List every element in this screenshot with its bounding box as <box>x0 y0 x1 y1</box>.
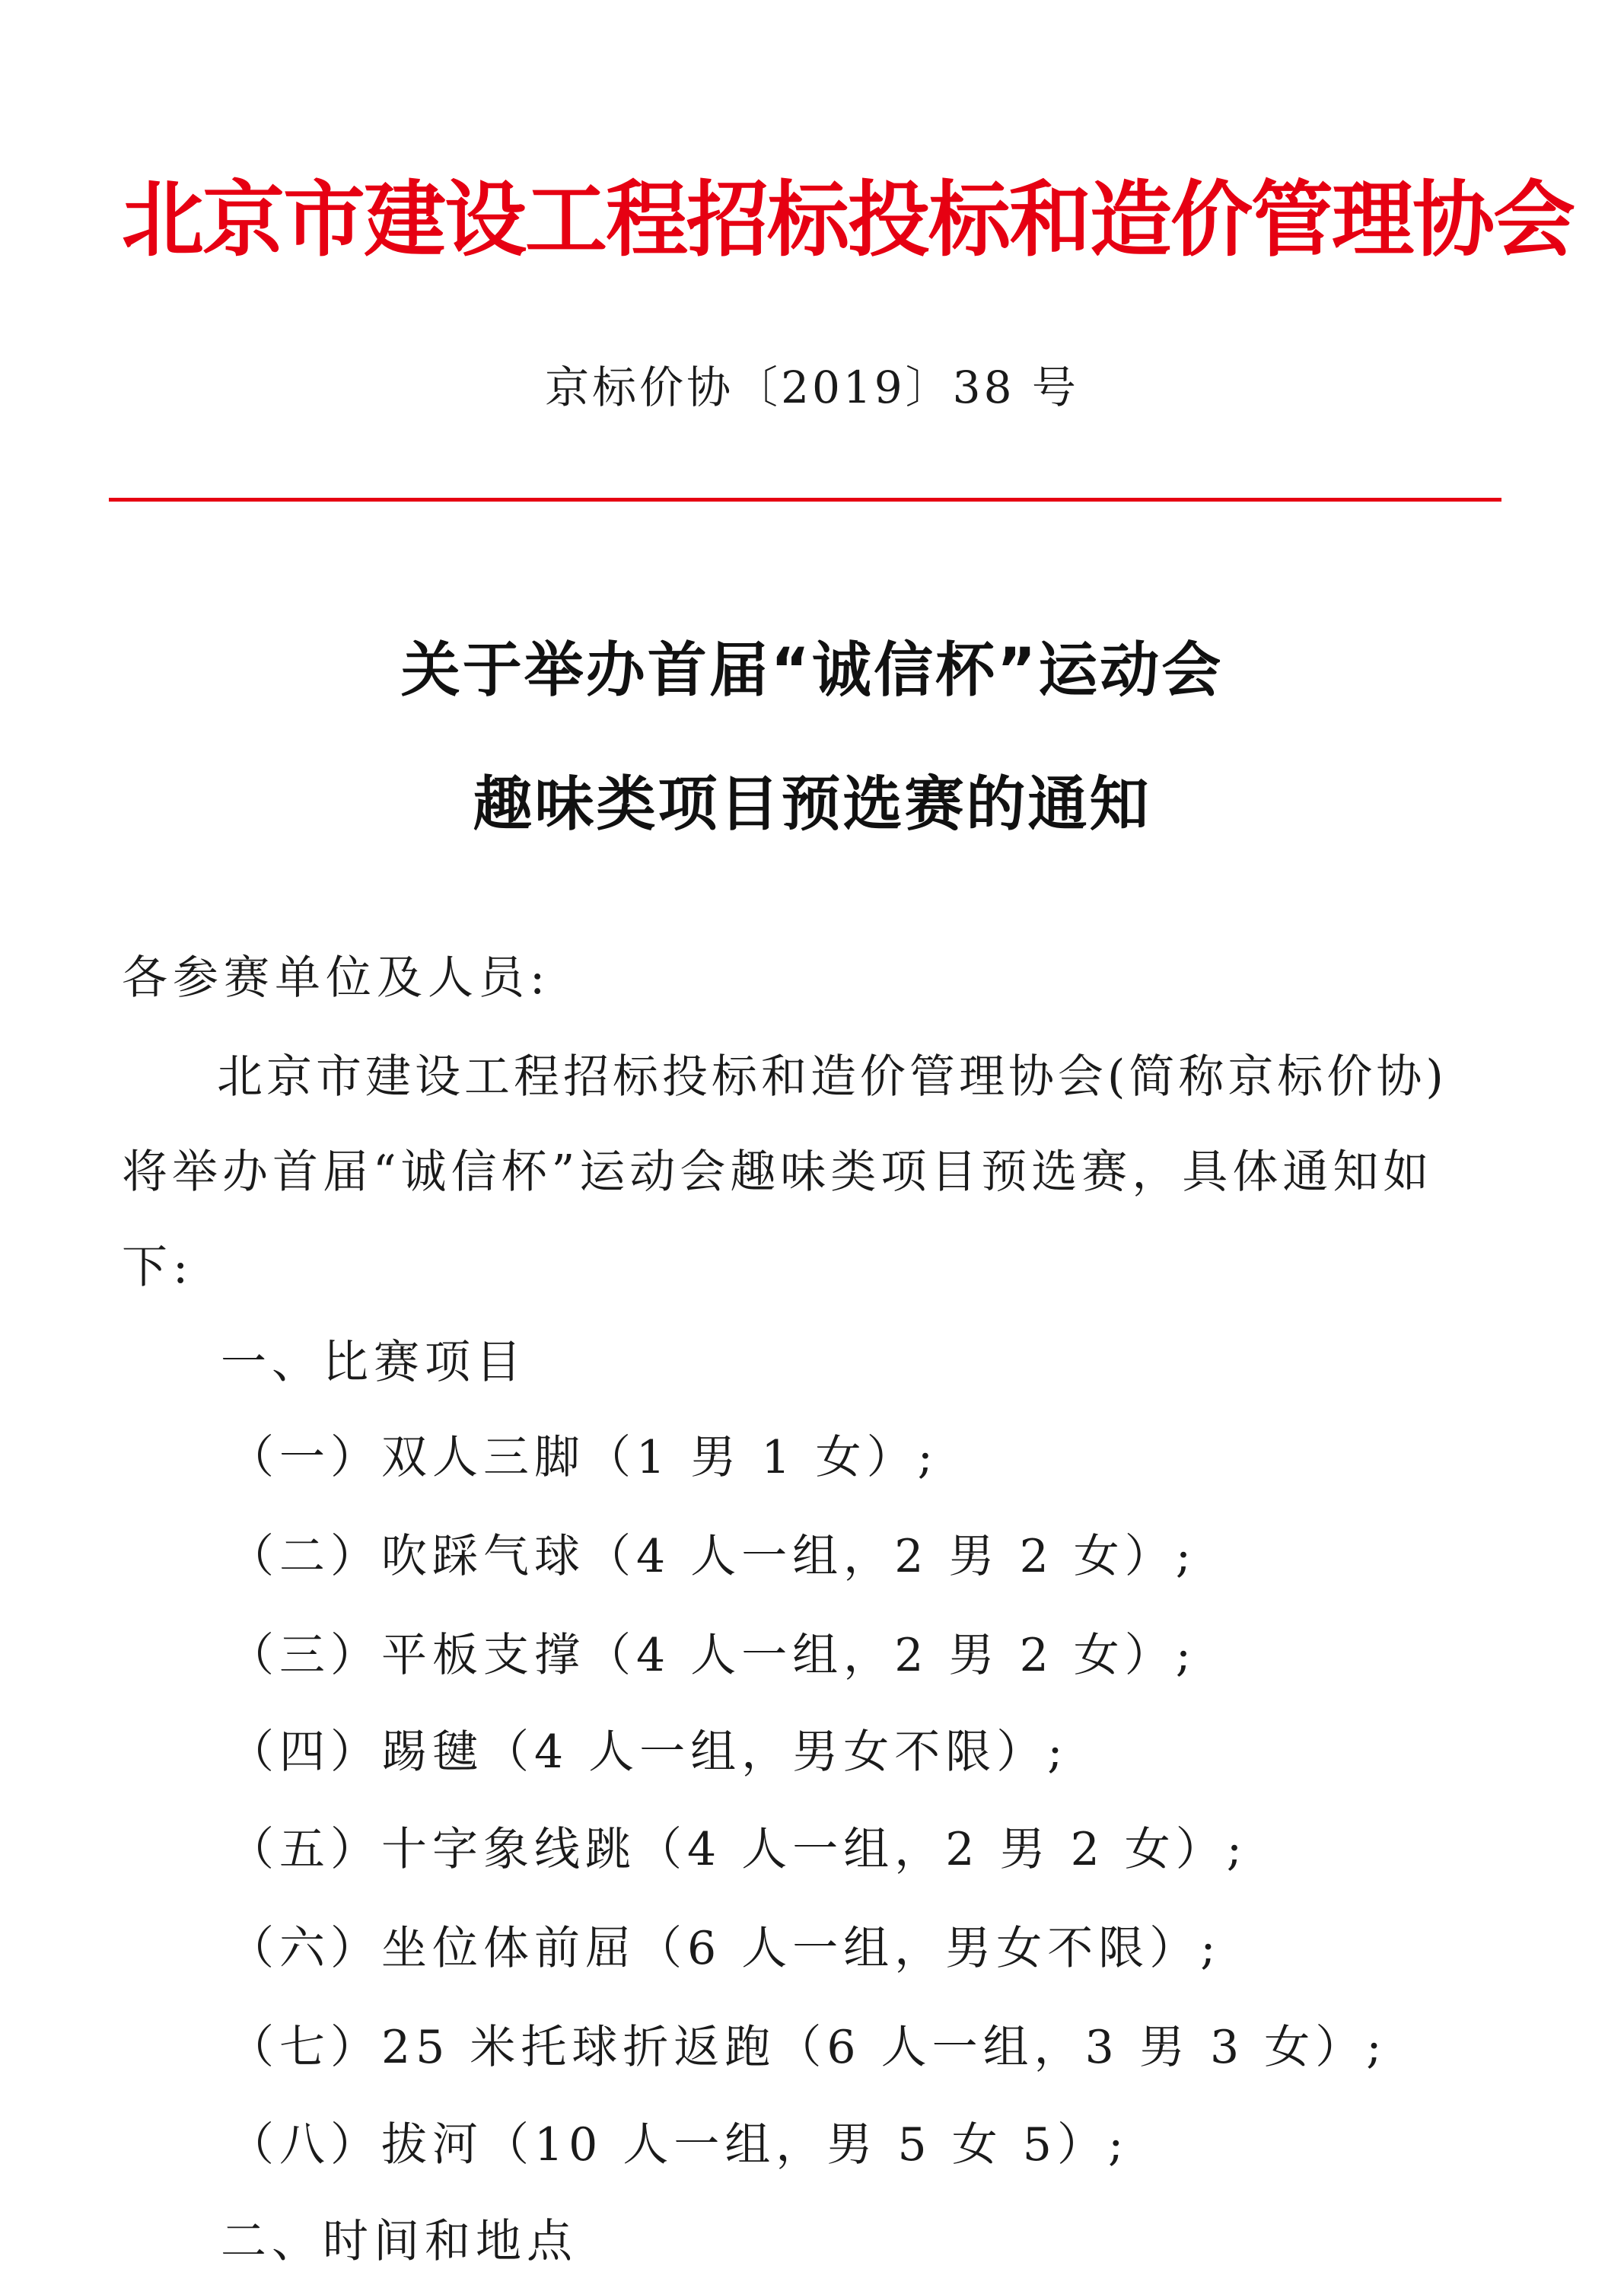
intro-paragraph-line-1: 北京市建设工程招标投标和造价管理协会(简称京标价协) <box>217 1050 1447 1104</box>
notice-title-line-2: 趣味类项目预选赛的通知 <box>473 770 1151 839</box>
intro-paragraph-line-3: 下: <box>122 1241 194 1294</box>
list-item: （八）拔河（10 人一组，男 5 女 5）; <box>228 2118 1129 2172</box>
issuing-organization-header: 北京市建设工程招标投标和造价管理协会 <box>122 172 1575 268</box>
list-item: （一）双人三脚（1 男 1 女）; <box>228 1431 938 1484</box>
notice-title-line-1: 关于举办首届“诚信杯”运动会 <box>400 636 1224 705</box>
list-item: （三）平板支撑（4 人一组，2 男 2 女）; <box>228 1629 1197 1682</box>
list-item: （五）十字象线跳（4 人一组，2 男 2 女）; <box>228 1823 1248 1876</box>
section-heading-competition-items: 一、比赛项目 <box>221 1336 527 1389</box>
list-item: （六）坐位体前屈（6 人一组，男女不限）; <box>228 1922 1221 1975</box>
list-item: （四）踢毽（4 人一组，男女不限）; <box>228 1726 1068 1779</box>
document-number: 京标价协〔2019〕38 号 <box>545 362 1079 413</box>
red-divider-line <box>109 498 1501 502</box>
intro-paragraph-line-2: 将举办首届“诚信杯”运动会趣味类项目预选赛，具体通知如 <box>122 1146 1434 1199</box>
list-item: （二）吹踩气球（4 人一组，2 男 2 女）; <box>228 1530 1197 1583</box>
section-heading-time-and-place: 二、时间和地点 <box>221 2215 578 2268</box>
salutation: 各参赛单位及人员: <box>122 951 551 1005</box>
list-item: （七）25 米托球折返跑（6 人一组，3 男 3 女）; <box>228 2021 1387 2074</box>
